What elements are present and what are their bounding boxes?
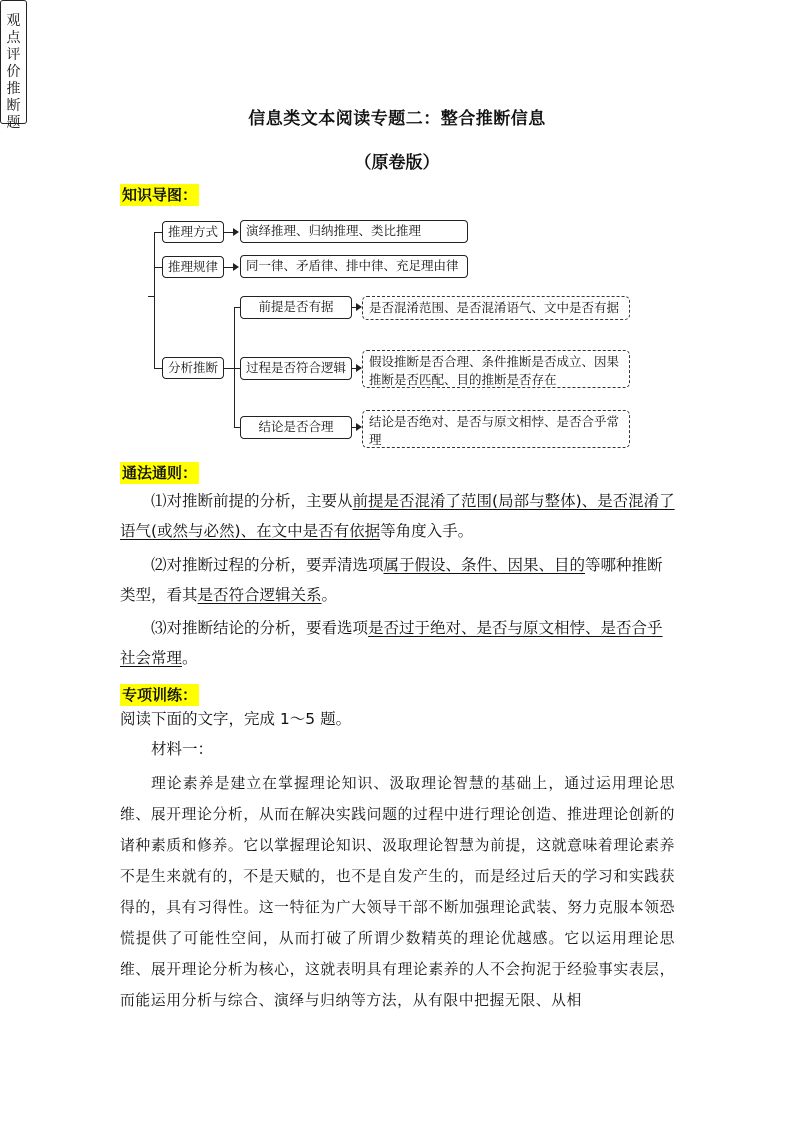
sub-premise: 前提是否有据	[240, 296, 352, 319]
connector	[154, 232, 162, 233]
rule-underlined: 前提是否混淆了范围(局部与整体)、是否混淆了语气(或然与必然)、在文中是否有依据	[120, 492, 675, 540]
mind-map	[0, 0, 794, 460]
sub-process: 过程是否符合逻辑	[240, 357, 352, 380]
connector	[154, 267, 162, 268]
root-char: 价	[6, 64, 21, 80]
sub-premise-detail: 是否混淆范围、是否混淆语气、文中是否有据	[362, 296, 630, 320]
rule-1	[120, 486, 675, 546]
connector	[234, 307, 235, 427]
root-char: 断	[6, 98, 21, 114]
rule-text: 等哪种推断类型，看其	[120, 556, 663, 604]
rule-text: 等角度入手。	[380, 522, 474, 540]
root-char: 点	[6, 30, 21, 46]
rule-text: 。	[182, 649, 198, 667]
arrow-icon	[233, 263, 239, 271]
rule-underlined: 是否符合逻辑关系	[197, 586, 322, 604]
section-general-rules: 通法通则：	[122, 464, 198, 482]
rule-text: 。	[321, 586, 338, 604]
page-title: 信息类文本阅读专题二：整合推断信息	[248, 109, 546, 129]
section-knowledge-map: 知识导图：	[122, 186, 198, 204]
mind-map-root	[0, 0, 27, 131]
rule-2	[120, 550, 675, 610]
rule-underlined: 是否过于绝对、是否与原文相悖、是否合乎社会常理	[120, 619, 663, 667]
connector	[154, 232, 155, 368]
rule-text: ⑶对推断结论的分析，要看选项	[151, 619, 369, 637]
rule-underlined: 属于假设、条件、因果、目的	[383, 556, 586, 574]
arrow-icon	[233, 228, 239, 236]
sub-process-detail: 假设推断是否合理、条件推断是否成立、因果推断是否匹配、目的推断是否存在	[362, 350, 630, 388]
branch-reasoning-law: 推理规律	[162, 256, 224, 278]
sub-conclusion: 结论是否合理	[240, 416, 352, 439]
material-text: 理论素养是建立在掌握理论知识、汲取理论智慧的基础上，通过运用理论思维、展开理论分析，从而在解决实践问题的过程中进行理论创造、推进理论创新的诸种素质和修养。它以掌握理论知识、汲取理论智慧为前提，这就意味着理论素养不是生来就有的，不是天赋的，也不是自发产生的，而是经过后天的学习和实践获得的，具有习得性。这一特征为广大领导干部不断加强理论武装、努力克服本领恐慌提供了可能性空间，从而打破了所谓少数精英的理论优越感。它以运用理论思维、展开理论分析为核心，这就表明具有理论素养的人不会拘泥于经验事实表层，而能运用分析与综合、演绎与归纳等方法，从有限中把握无限、从相	[120, 775, 675, 1009]
rule-3	[120, 613, 675, 673]
branch-analysis: 分析推断	[162, 357, 224, 379]
connector	[224, 368, 234, 369]
rule-text: ⑴对推断前提的分析，主要从	[151, 492, 353, 510]
sub-conclusion-detail: 结论是否绝对、是否与原文相悖、是否合乎常理	[362, 410, 630, 448]
branch-reasoning-method-detail: 演绎推理、归纳推理、类比推理	[240, 220, 468, 243]
section-practice: 专项训练：	[122, 686, 198, 704]
root-char: 观	[6, 13, 21, 29]
branch-reasoning-method: 推理方式	[162, 221, 224, 243]
rule-text: ⑵对推断过程的分析，要弄清选项	[151, 556, 384, 574]
root-char: 推	[6, 81, 21, 97]
practice-intro: 阅读下面的文字，完成 1～5 题。	[120, 710, 352, 728]
material-label: 材料一：	[151, 740, 214, 758]
page-subtitle: （原卷版）	[354, 153, 440, 173]
branch-reasoning-law-detail: 同一律、矛盾律、排中律、充足理由律	[240, 255, 468, 278]
connector	[154, 368, 162, 369]
root-char: 评	[6, 47, 21, 63]
root-char: 题	[6, 115, 21, 131]
